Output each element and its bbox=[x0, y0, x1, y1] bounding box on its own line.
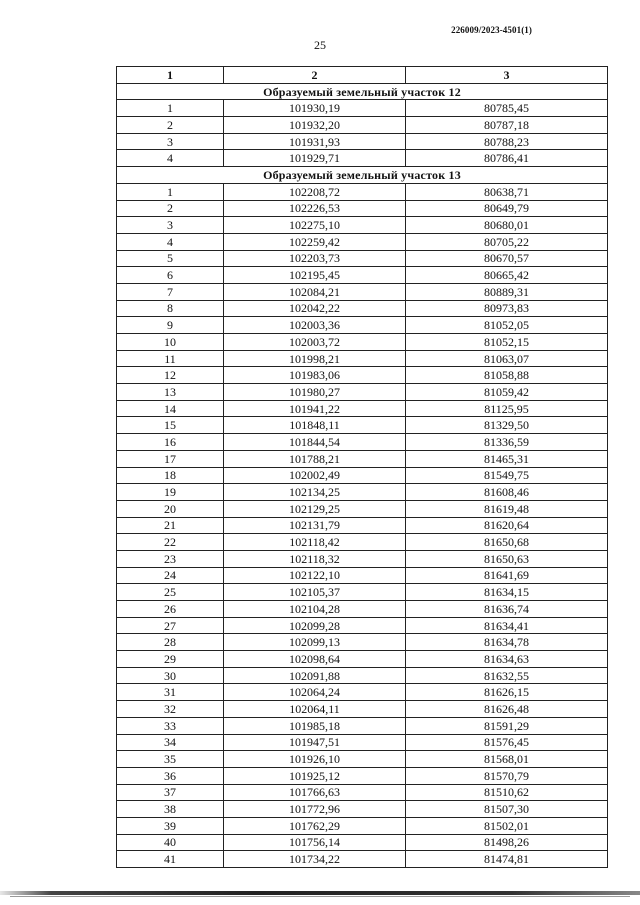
coordinate-y: 81636,74 bbox=[406, 601, 608, 618]
coordinate-x: 101985,18 bbox=[224, 717, 406, 734]
document-id: 226009/2023-4501(1) bbox=[451, 25, 532, 35]
table-row bbox=[117, 150, 608, 167]
table-row bbox=[117, 200, 608, 217]
coordinate-y: 81063,07 bbox=[406, 350, 608, 367]
coordinate-y: 80788,23 bbox=[406, 133, 608, 150]
point-number: 35 bbox=[117, 751, 224, 768]
point-number: 4 bbox=[117, 150, 224, 167]
table-row bbox=[117, 601, 608, 618]
coordinate-y: 81576,45 bbox=[406, 734, 608, 751]
table-body bbox=[117, 83, 608, 867]
coordinate-x: 101734,22 bbox=[224, 851, 406, 868]
coordinate-x: 101788,21 bbox=[224, 450, 406, 467]
coordinate-y: 81634,15 bbox=[406, 584, 608, 601]
point-number: 10 bbox=[117, 334, 224, 351]
column-header: 2 bbox=[224, 67, 406, 84]
point-number: 2 bbox=[117, 117, 224, 134]
coordinate-y: 81498,26 bbox=[406, 834, 608, 851]
table-row bbox=[117, 500, 608, 517]
section-header-row bbox=[117, 167, 608, 184]
coordinate-x: 102064,11 bbox=[224, 701, 406, 718]
coordinate-y: 81510,62 bbox=[406, 784, 608, 801]
coordinate-x: 102003,72 bbox=[224, 334, 406, 351]
table-row bbox=[117, 350, 608, 367]
scan-edge-line bbox=[0, 891, 640, 895]
point-number: 31 bbox=[117, 684, 224, 701]
table-row bbox=[117, 117, 608, 134]
point-number: 30 bbox=[117, 667, 224, 684]
coordinate-y: 80649,79 bbox=[406, 200, 608, 217]
coordinate-x: 102226,53 bbox=[224, 200, 406, 217]
coordinate-y: 81626,48 bbox=[406, 701, 608, 718]
point-number: 38 bbox=[117, 801, 224, 818]
coordinate-y: 81336,59 bbox=[406, 434, 608, 451]
table-row bbox=[117, 684, 608, 701]
coordinate-x: 101941,22 bbox=[224, 400, 406, 417]
coordinate-y: 81626,15 bbox=[406, 684, 608, 701]
table-row bbox=[117, 400, 608, 417]
coordinate-x: 102118,42 bbox=[224, 534, 406, 551]
coordinate-x: 102134,25 bbox=[224, 484, 406, 501]
coordinate-x: 102064,24 bbox=[224, 684, 406, 701]
coordinate-y: 81329,50 bbox=[406, 417, 608, 434]
table-header-row bbox=[117, 67, 608, 84]
point-number: 41 bbox=[117, 851, 224, 868]
table-row bbox=[117, 100, 608, 117]
coordinate-x: 102105,37 bbox=[224, 584, 406, 601]
table-row bbox=[117, 801, 608, 818]
table-row bbox=[117, 283, 608, 300]
coordinate-y: 80680,01 bbox=[406, 217, 608, 234]
coordinate-x: 102091,88 bbox=[224, 667, 406, 684]
coordinate-x: 102099,13 bbox=[224, 634, 406, 651]
table-row bbox=[117, 317, 608, 334]
coordinate-x: 101930,19 bbox=[224, 100, 406, 117]
coordinate-y: 81608,46 bbox=[406, 484, 608, 501]
coordinate-x: 102104,28 bbox=[224, 601, 406, 618]
coordinate-y: 80786,41 bbox=[406, 150, 608, 167]
coordinate-y: 80785,45 bbox=[406, 100, 608, 117]
coordinate-y: 80705,22 bbox=[406, 233, 608, 250]
coordinate-y: 81507,30 bbox=[406, 801, 608, 818]
coordinate-x: 102084,21 bbox=[224, 283, 406, 300]
point-number: 23 bbox=[117, 550, 224, 567]
coordinate-x: 101926,10 bbox=[224, 751, 406, 768]
coordinate-y: 81052,15 bbox=[406, 334, 608, 351]
point-number: 29 bbox=[117, 651, 224, 668]
page-number: 25 bbox=[314, 38, 326, 52]
point-number: 3 bbox=[117, 217, 224, 234]
coordinate-y: 81620,64 bbox=[406, 517, 608, 534]
coordinate-x: 101983,06 bbox=[224, 367, 406, 384]
table-row bbox=[117, 534, 608, 551]
point-number: 34 bbox=[117, 734, 224, 751]
coordinate-y: 81474,81 bbox=[406, 851, 608, 868]
column-header: 1 bbox=[117, 67, 224, 84]
point-number: 6 bbox=[117, 267, 224, 284]
point-number: 20 bbox=[117, 500, 224, 517]
point-number: 33 bbox=[117, 717, 224, 734]
table-row bbox=[117, 233, 608, 250]
coordinate-x: 102275,10 bbox=[224, 217, 406, 234]
coordinate-y: 81634,78 bbox=[406, 634, 608, 651]
coordinate-y: 81549,75 bbox=[406, 467, 608, 484]
coordinate-y: 81591,29 bbox=[406, 717, 608, 734]
coordinate-x: 101947,51 bbox=[224, 734, 406, 751]
coordinate-x: 101844,54 bbox=[224, 434, 406, 451]
section-title: Образуемый земельный участок 13 bbox=[117, 167, 608, 184]
coordinate-x: 102002,49 bbox=[224, 467, 406, 484]
scan-edge-line bbox=[10, 896, 630, 897]
coordinate-x: 102003,36 bbox=[224, 317, 406, 334]
point-number: 39 bbox=[117, 817, 224, 834]
coordinate-y: 81058,88 bbox=[406, 367, 608, 384]
point-number: 8 bbox=[117, 300, 224, 317]
coordinate-y: 81568,01 bbox=[406, 751, 608, 768]
coordinate-x: 102098,64 bbox=[224, 651, 406, 668]
coordinate-x: 102122,10 bbox=[224, 567, 406, 584]
coordinate-y: 80638,71 bbox=[406, 183, 608, 200]
point-number: 1 bbox=[117, 183, 224, 200]
point-number: 12 bbox=[117, 367, 224, 384]
table-row bbox=[117, 300, 608, 317]
coordinate-x: 102131,79 bbox=[224, 517, 406, 534]
coordinate-y: 81059,42 bbox=[406, 384, 608, 401]
coordinate-x: 102129,25 bbox=[224, 500, 406, 517]
point-number: 36 bbox=[117, 767, 224, 784]
table-row bbox=[117, 450, 608, 467]
coordinate-y: 81650,68 bbox=[406, 534, 608, 551]
point-number: 19 bbox=[117, 484, 224, 501]
table-row bbox=[117, 484, 608, 501]
coordinate-y: 81634,63 bbox=[406, 651, 608, 668]
coordinate-x: 101931,93 bbox=[224, 133, 406, 150]
point-number: 24 bbox=[117, 567, 224, 584]
column-header: 3 bbox=[406, 67, 608, 84]
coordinate-x: 101762,29 bbox=[224, 817, 406, 834]
coordinate-y: 81619,48 bbox=[406, 500, 608, 517]
point-number: 15 bbox=[117, 417, 224, 434]
point-number: 14 bbox=[117, 400, 224, 417]
coordinate-y: 81502,01 bbox=[406, 817, 608, 834]
coordinate-y: 81465,31 bbox=[406, 450, 608, 467]
coordinate-y: 81052,05 bbox=[406, 317, 608, 334]
coordinate-y: 80670,57 bbox=[406, 250, 608, 267]
table-row bbox=[117, 717, 608, 734]
coordinate-x: 101756,14 bbox=[224, 834, 406, 851]
coordinate-x: 102208,72 bbox=[224, 183, 406, 200]
coordinate-x: 101980,27 bbox=[224, 384, 406, 401]
point-number: 25 bbox=[117, 584, 224, 601]
coordinate-y: 80973,83 bbox=[406, 300, 608, 317]
coordinate-y: 81570,79 bbox=[406, 767, 608, 784]
table-row bbox=[117, 384, 608, 401]
coordinates-table bbox=[116, 66, 608, 868]
coordinate-y: 81125,95 bbox=[406, 400, 608, 417]
table-row bbox=[117, 617, 608, 634]
coordinate-x: 102259,42 bbox=[224, 233, 406, 250]
coordinate-x: 102203,73 bbox=[224, 250, 406, 267]
table-row bbox=[117, 667, 608, 684]
table-row bbox=[117, 183, 608, 200]
table-row bbox=[117, 751, 608, 768]
point-number: 28 bbox=[117, 634, 224, 651]
table-row bbox=[117, 584, 608, 601]
coordinate-y: 81650,63 bbox=[406, 550, 608, 567]
table-row bbox=[117, 834, 608, 851]
coordinate-y: 81632,55 bbox=[406, 667, 608, 684]
coordinate-y: 80665,42 bbox=[406, 267, 608, 284]
table-row bbox=[117, 467, 608, 484]
point-number: 2 bbox=[117, 200, 224, 217]
table-row bbox=[117, 817, 608, 834]
coordinate-y: 80787,18 bbox=[406, 117, 608, 134]
table-row bbox=[117, 734, 608, 751]
table-row bbox=[117, 417, 608, 434]
point-number: 13 bbox=[117, 384, 224, 401]
table-row bbox=[117, 250, 608, 267]
point-number: 3 bbox=[117, 133, 224, 150]
section-header-row bbox=[117, 83, 608, 100]
section-title: Образуемый земельный участок 12 bbox=[117, 83, 608, 100]
table-row bbox=[117, 701, 608, 718]
coordinate-x: 102118,32 bbox=[224, 550, 406, 567]
point-number: 7 bbox=[117, 283, 224, 300]
coordinate-x: 102042,22 bbox=[224, 300, 406, 317]
point-number: 21 bbox=[117, 517, 224, 534]
coordinate-y: 81634,41 bbox=[406, 617, 608, 634]
coordinate-x: 101766,63 bbox=[224, 784, 406, 801]
table-row bbox=[117, 334, 608, 351]
table-row bbox=[117, 267, 608, 284]
coordinate-x: 102195,45 bbox=[224, 267, 406, 284]
coordinate-y: 81641,69 bbox=[406, 567, 608, 584]
table-row bbox=[117, 133, 608, 150]
table-row bbox=[117, 784, 608, 801]
table-row bbox=[117, 367, 608, 384]
coordinate-x: 101932,20 bbox=[224, 117, 406, 134]
coordinate-y: 80889,31 bbox=[406, 283, 608, 300]
coordinate-x: 101772,96 bbox=[224, 801, 406, 818]
table-row bbox=[117, 550, 608, 567]
point-number: 4 bbox=[117, 233, 224, 250]
table-row bbox=[117, 767, 608, 784]
table-row bbox=[117, 651, 608, 668]
coordinate-x: 101848,11 bbox=[224, 417, 406, 434]
point-number: 1 bbox=[117, 100, 224, 117]
point-number: 5 bbox=[117, 250, 224, 267]
point-number: 40 bbox=[117, 834, 224, 851]
point-number: 22 bbox=[117, 534, 224, 551]
point-number: 26 bbox=[117, 601, 224, 618]
point-number: 9 bbox=[117, 317, 224, 334]
table-row bbox=[117, 634, 608, 651]
point-number: 11 bbox=[117, 350, 224, 367]
coordinate-x: 101998,21 bbox=[224, 350, 406, 367]
point-number: 18 bbox=[117, 467, 224, 484]
table-row bbox=[117, 851, 608, 868]
point-number: 17 bbox=[117, 450, 224, 467]
table-row bbox=[117, 517, 608, 534]
point-number: 37 bbox=[117, 784, 224, 801]
point-number: 27 bbox=[117, 617, 224, 634]
table-row bbox=[117, 567, 608, 584]
coordinate-x: 101929,71 bbox=[224, 150, 406, 167]
table-row bbox=[117, 434, 608, 451]
table-row bbox=[117, 217, 608, 234]
coordinate-x: 101925,12 bbox=[224, 767, 406, 784]
point-number: 32 bbox=[117, 701, 224, 718]
point-number: 16 bbox=[117, 434, 224, 451]
coordinate-x: 102099,28 bbox=[224, 617, 406, 634]
